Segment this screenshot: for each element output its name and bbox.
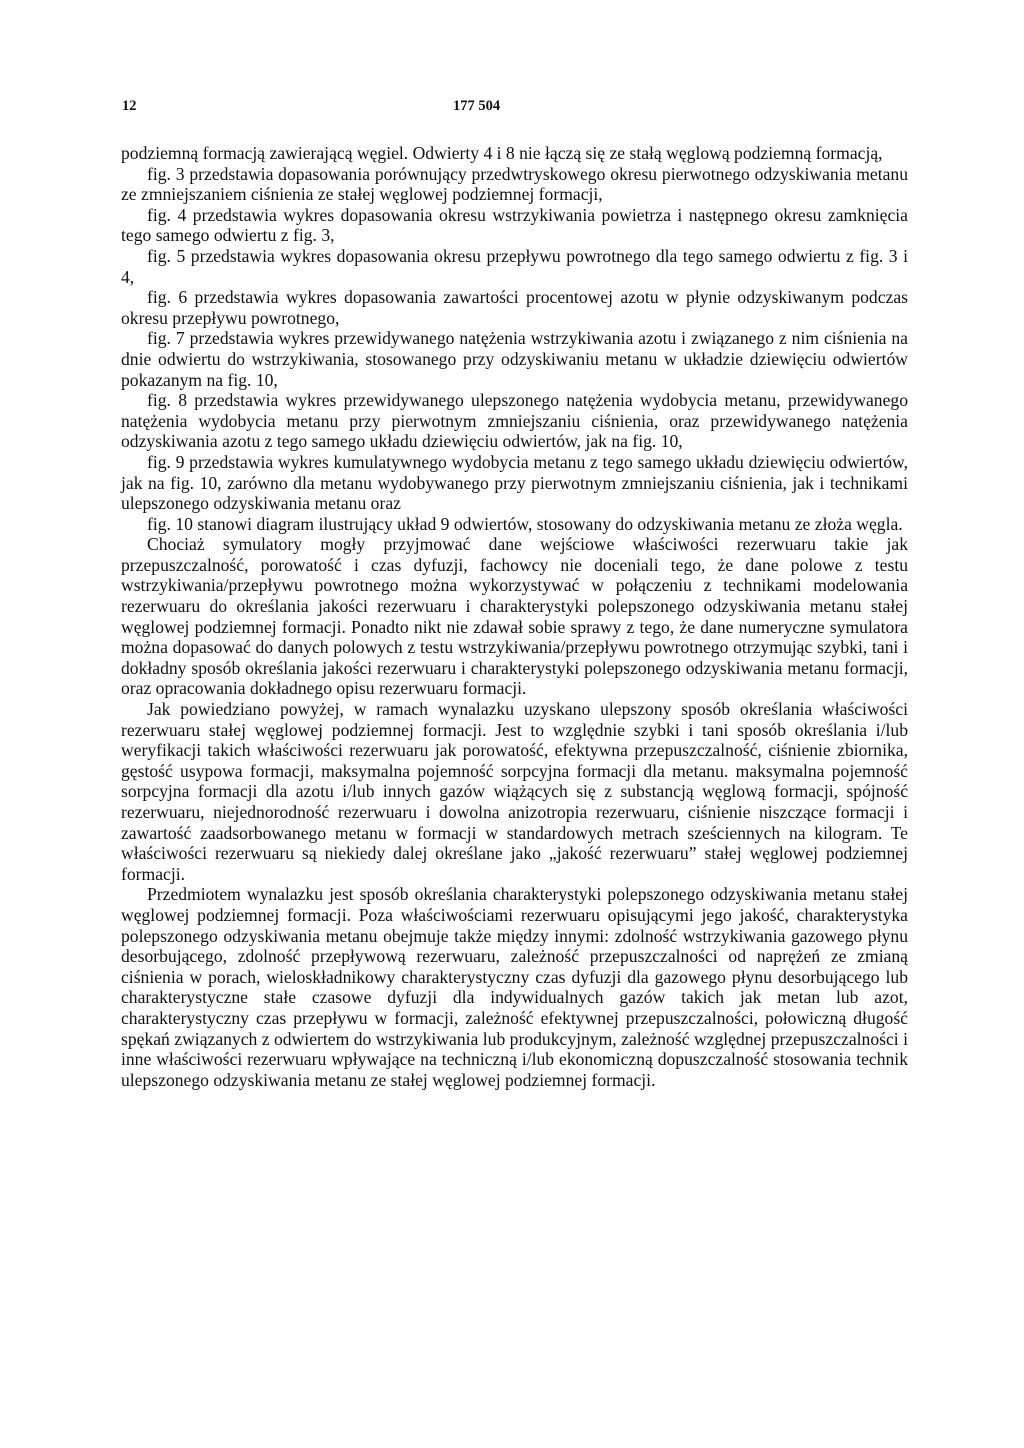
paragraph: fig. 7 przedstawia wykres przewidywanego natężenia wstrzykiwania azotu i związanego z nim ciśnienia na dnie odwiertu do wstrzykiwania, stosowanego przy odzyskiwaniu metanu w układzie dziewięciu odwiertów pokazanym na fig. 10, — [121, 328, 908, 390]
page-number: 12 — [122, 98, 137, 114]
paragraph: fig. 8 przedstawia wykres przewidywanego ulepszonego natężenia wydobycia metanu, przewidywanego natężenia wydobycia metanu przy pierwotnym zmniejszaniu ciśnienia, oraz przewidywanego natężenia odzyskiwania azotu z tego samego układu dziewięciu odwiertów, jak na fig. 10, — [121, 390, 908, 452]
patent-number: 177 504 — [453, 98, 501, 114]
paragraph: fig. 4 przedstawia wykres dopasowania okresu wstrzykiwania powietrza i następnego okresu zamknięcia tego samego odwiertu z fig. 3, — [121, 204, 908, 246]
paragraph: fig. 5 przedstawia wykres dopasowania okresu przepływu powrotnego dla tego samego odwiertu z fig. 3 i 4, — [121, 245, 908, 287]
paragraph: Chociaż symulatory mogły przyjmować dane wejściowe właściwości rezerwuaru takie jak przepuszczalność, porowatość i czas dyfuzji, fachowcy nie doceniali tego, że dane polowe z testu wstrzykiwania/przepływu powrotnego można wykorzystywać w połączeniu z technikami modelowania rezerwuaru do określania jakości rezerwuaru i charakterystyki polepszonego odzyskiwania metanu stałej węglowej podziemnej formacji. Ponadto nikt nie zdawał sobie sprawy z tego, że dane numeryczne symulatora można dopasować do danych polowych z testu wstrzykiwania/przepływu powrotnego otrzymując szybki, tani i dokładny sposób określania jakości rezerwuaru i charakterystyki polepszonego odzyskiwania metanu formacji, oraz opracowania dokładnego opisu rezerwuaru formacji. — [121, 534, 908, 699]
paragraph: fig. 6 przedstawia wykres dopasowania zawartości procentowej azotu w płynie odzyskiwanym podczas okresu przepływu powrotnego, — [121, 287, 908, 328]
paragraph: Przedmiotem wynalazku jest sposób określania charakterystyki polepszonego odzyskiwania metanu stałej węglowej podziemnej formacji. Poza właściwościami rezerwuaru opisującymi jego jakość, charakterystyka polepszonego odzyskiwania metanu obejmuje także między innymi: zdolność wstrzykiwania gazowego płynu desorbującego, zdolność przepływową rezerwuaru, zależność przepuszczalności od naprężeń ze zmianą ciśnienia w porach, wieloskładnikowy charakterystyczny czas dyfuzji dla gazowego płynu desorbującego lub charakterystyczne stałe czasowe dyfuzji dla indywidualnych gazów takich jak metan lub azot, charakterystyczny czas przepływu w formacji, zależność efektywnej przepuszczalności, połowiczną długość spękań związanych z odwiertem do wstrzykiwania lub produkcyjnym, zależność względnej przepuszczalności i inne właściwości rezerwuaru wpływające na techniczną i/lub ekonomiczną dopuszczalność stosowania technik ulepszonego odzyskiwania metanu ze stałej węglowej podziemnej formacji. — [121, 884, 908, 1090]
paragraph: fig. 3 przedstawia dopasowania porównujący przedwtryskowego okresu pierwotnego odzyskiwania metanu ze zmniejszaniem ciśnienia ze stałej węglowej podziemnej formacji, — [121, 163, 908, 205]
paragraph: podziemną formacją zawierającą węgiel. Odwierty 4 i 8 nie łączą się ze stałą węglową podziemną formacją, — [121, 143, 883, 163]
document-body — [121, 143, 908, 1090]
paragraph: fig. 9 przedstawia wykres kumulatywnego wydobycia metanu z tego samego układu dziewięciu odwiertów, jak na fig. 10, zarówno dla metanu wydobywanego przy pierwotnym zmniejszaniu ciśnienia, jak i technikami ulepszonego odzyskiwania metanu oraz — [121, 451, 908, 514]
paragraph: fig. 10 stanowi diagram ilustrujący układ 9 odwiertów, stosowany do odzyskiwania metanu ze złoża węgla. — [147, 513, 903, 534]
paragraph: Jak powiedziano powyżej, w ramach wynalazku uzyskano ulepszony sposób określania właściwości rezerwuaru stałej węglowej podziemnej formacji. Jest to względnie szybki i tani sposób określania i/lub weryfikacji takich właściwości rezerwuaru jak porowatość, efektywna przepuszczalność, ciśnienie zbiornika, gęstość usypowa formacji, maksymalna pojemność sorpcyjna formacji dla metanu. maksymalna pojemność sorpcyjna formacji dla azotu i/lub innych gazów wiążących się z substancją węglową formacji, spójność rezerwuaru, niejednorodność rezerwuaru i dowolna anizotropia rezerwuaru, ciśnienie niszczące formacji i zawartość zaadsorbowanego metanu w formacji w standardowych metrach sześciennych na kilogram. Te właściwości rezerwuaru są niekiedy dalej określane jako „jakość rezerwuaru” stałej węglowej podziemnej formacji. — [121, 699, 908, 884]
page-header — [122, 98, 902, 120]
